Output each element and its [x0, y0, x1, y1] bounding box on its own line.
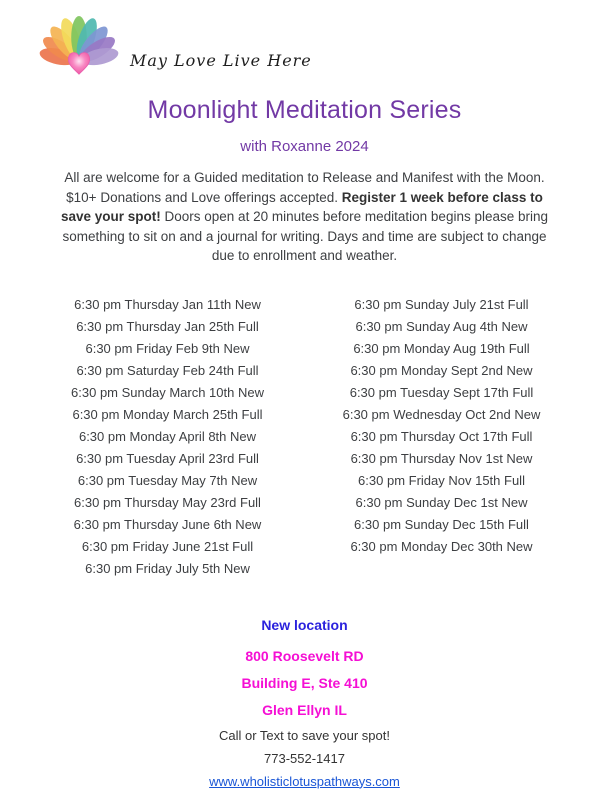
- schedule-item: 6:30 pm Monday Aug 19th Full: [353, 340, 530, 356]
- address-line-city: Glen Ellyn IL: [262, 701, 347, 718]
- schedule-item: 6:30 pm Friday Nov 15th Full: [358, 472, 525, 488]
- page-subtitle: with Roxanne 2024: [240, 138, 369, 155]
- intro-text-end: Doors open at 20 minutes before meditation begins please bring something to sit on and a journal for writing. Days and time are subject to change due to enrollment and weather.: [62, 209, 549, 263]
- schedule-item: 6:30 pm Sunday Dec 1st New: [355, 494, 528, 510]
- brand-header: [0, 0, 609, 76]
- schedule-item: 6:30 pm Tuesday Sept 17th Full: [349, 384, 534, 400]
- schedule-item: 6:30 pm Thursday June 6th New: [73, 516, 262, 532]
- intro-paragraph: [51, 168, 559, 266]
- cta-text: Call or Text to save your spot!: [218, 727, 390, 743]
- schedule-item: 6:30 pm Sunday Aug 4th New: [355, 318, 528, 334]
- schedule-item: 6:30 pm Friday June 21st Full: [81, 538, 254, 554]
- schedule-column-right: [305, 294, 579, 580]
- schedule-item: 6:30 pm Monday Sept 2nd New: [350, 362, 533, 378]
- schedule-item: 6:30 pm Tuesday April 23rd Full: [76, 450, 259, 466]
- schedule-item: 6:30 pm Friday July 5th New: [85, 560, 250, 576]
- address-line-street: 800 Roosevelt RD: [245, 647, 364, 664]
- intro-text-bold: Register 1 week before class to save your spot!: [60, 189, 543, 224]
- schedule-item: 6:30 pm Monday Dec 30th New: [350, 538, 533, 554]
- schedule-item: 6:30 pm Thursday Nov 1st New: [350, 450, 533, 466]
- page-title: Moonlight Meditation Series: [147, 96, 462, 124]
- schedule-item: 6:30 pm Sunday Dec 15th Full: [354, 516, 529, 532]
- intro-text-start: All are welcome for a Guided meditation to Release and Manifest with the Moon. $10+ Donations and Love offerings accepted.: [64, 170, 545, 205]
- schedule-item: 6:30 pm Monday March 25th Full: [72, 406, 263, 422]
- schedule-item: 6:30 pm Wednesday Oct 2nd New: [342, 406, 541, 422]
- schedule-item: 6:30 pm Sunday July 21st Full: [354, 296, 529, 312]
- address-line-suite: Building E, Ste 410: [241, 674, 368, 691]
- schedule: [31, 294, 579, 580]
- schedule-item: 6:30 pm Thursday Jan 25th Full: [76, 318, 259, 334]
- schedule-item: 6:30 pm Friday Feb 9th New: [85, 340, 250, 356]
- schedule-item: 6:30 pm Tuesday May 7th New: [77, 472, 258, 488]
- phone-number: 773-552-1417: [264, 750, 345, 766]
- schedule-item: 6:30 pm Thursday Jan 11th New: [74, 296, 261, 312]
- schedule-item: 6:30 pm Sunday March 10th New: [71, 384, 264, 400]
- schedule-item: 6:30 pm Monday April 8th New: [78, 428, 257, 444]
- website-link[interactable]: www.wholisticlotuspathways.com: [209, 773, 400, 789]
- location-section: [0, 616, 609, 791]
- location-heading: New location: [261, 616, 348, 633]
- brand-tagline: May Love Live Here: [130, 51, 312, 70]
- lotus-logo-icon: [38, 10, 120, 76]
- schedule-column-left: [31, 294, 305, 580]
- schedule-item: 6:30 pm Thursday Oct 17th Full: [350, 428, 533, 444]
- schedule-item: 6:30 pm Thursday May 23rd Full: [74, 494, 261, 510]
- schedule-item: 6:30 pm Saturday Feb 24th Full: [76, 362, 259, 378]
